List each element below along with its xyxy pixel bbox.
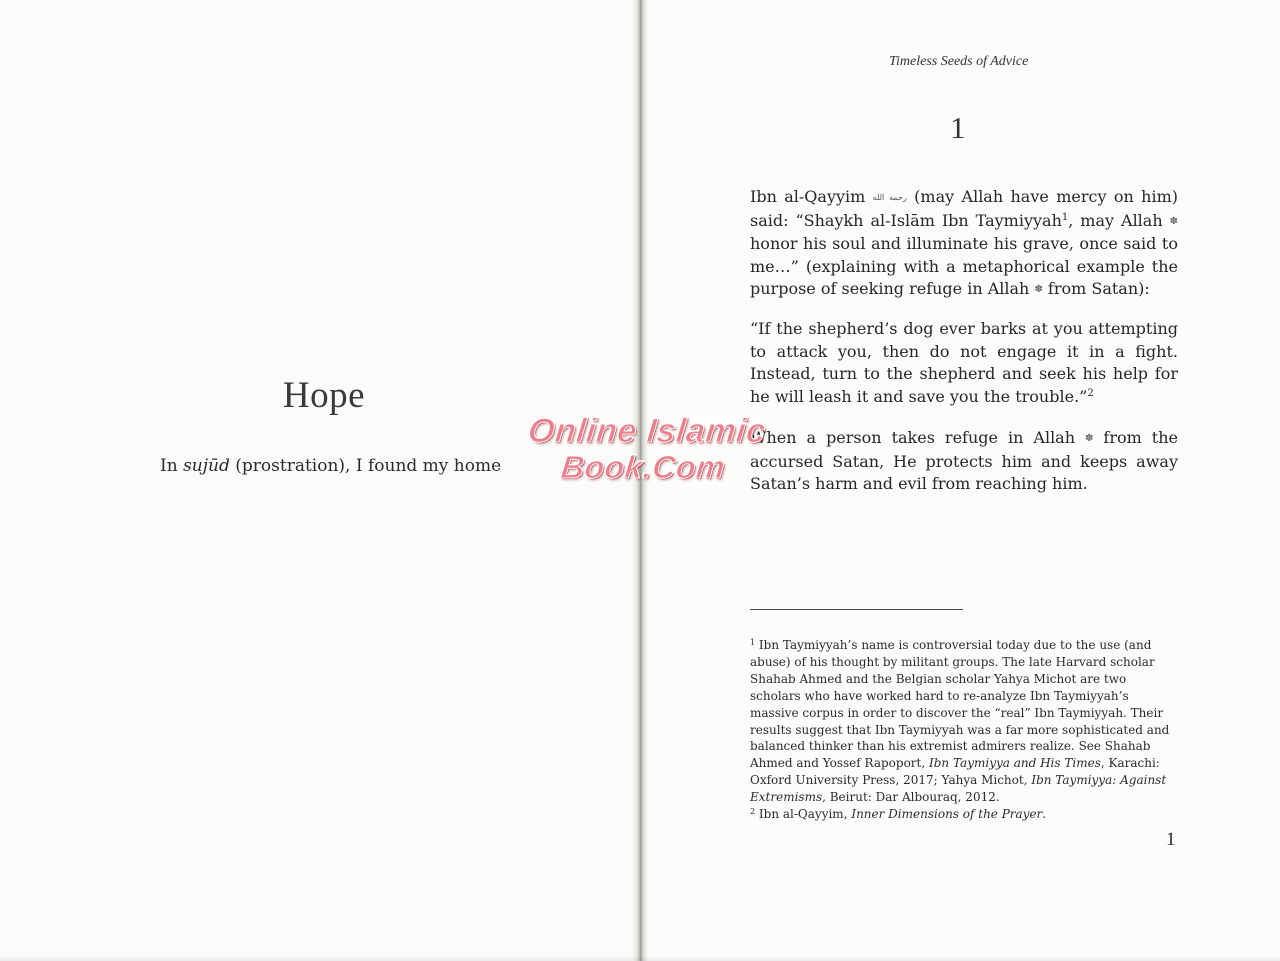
honorific-glyph-icon: ✽: [1169, 215, 1178, 227]
honorific-mark: رحمه الله: [872, 193, 907, 202]
footnote-1-text-c: , Beirut: Dar Albouraq, 2012.: [822, 790, 1000, 805]
paragraph-1-text-b: (may Allah have mercy on him) said: “Shaykh al-Islām Ibn Taymiyyah: [750, 187, 1178, 230]
footnote-2-text-a: Ibn al-Qayyim,: [755, 807, 852, 822]
footnotes: [750, 637, 1180, 823]
epigraph-suffix: (prostration), I found my home: [229, 456, 502, 476]
chapter-number: 1: [950, 110, 966, 145]
footnote-1-text-b: , Karachi: Oxford University Press, 2017; Yahya Michot,: [750, 756, 1160, 788]
footnote-2-number: 2: [750, 807, 756, 817]
paragraph-2-text: “If the shepherd’s dog ever barks at you attempting to attack you, then do not engage it in a fight. Instead, turn to the shepherd and seek his help for he will leash it and save you the trouble.”: [750, 319, 1178, 406]
paragraph-1-text-c: , may Allah: [1068, 210, 1170, 230]
watermark-line-1: Online Islamic: [526, 412, 768, 450]
paragraph-3-text-b: from the accursed Satan, He protects him and keeps away Satan’s harm and evil from reaching him.: [750, 428, 1179, 494]
running-head: Timeless Seeds of Advice: [889, 54, 1029, 69]
epigraph-prefix: In: [160, 456, 184, 476]
footnote-ref-1: 1: [1061, 211, 1069, 223]
honorific-glyph-icon: ✽: [1034, 284, 1043, 296]
page-bottom-shadow: [0, 955, 1280, 961]
page-number: 1: [1166, 829, 1176, 850]
left-page: [0, 0, 636, 961]
footnote-1-number: 1: [750, 638, 756, 647]
footnote-2-text-b: .: [1042, 807, 1047, 822]
footnote-1-title-1: Ibn Taymiyya and His Times: [929, 756, 1101, 771]
footnote-1: [750, 637, 1180, 806]
footnote-2: [750, 806, 1180, 823]
honorific-glyph-icon: ✽: [1085, 433, 1094, 444]
footnote-2-title: Inner Dimensions of the Prayer: [851, 807, 1043, 822]
footnote-ref-2: 2: [1087, 387, 1094, 399]
paragraph-3: [750, 427, 1178, 496]
footnote-1-text-a: Ibn Taymiyyah’s name is controversial today due to the use (and abuse) of his thought by militant groups. The late Harvard scholar Shahab Ahmed and the Belgian scholar Yahya Michot are two scholars who have worked hard to re-analyze Ibn Taymiyyah’s massive corpus in order to discover the “real” Ibn Taymiyyah. Their results suggest that Ibn Taymiyyah was a far more sophisticated and balanced thinker than his extremist admirers realize. See Shahab Ahmed and Yossef Rapoport,: [750, 638, 1170, 771]
epigraph: [160, 456, 501, 476]
paragraph-1-text-a: Ibn al-Qayyim: [750, 187, 873, 206]
epigraph-italic-term: sujūd: [183, 456, 230, 476]
paragraph-3-text-a: When a person takes refuge in Allah: [750, 428, 1086, 447]
chapter-title: Hope: [282, 375, 366, 416]
paragraph-2: [750, 318, 1178, 408]
watermark-line-2: Book.Com: [559, 449, 727, 486]
footnote-rule: [750, 609, 963, 610]
book-gutter: [632, 0, 648, 961]
footnote-1-title-2: Ibn Taymiyya: Against Extremisms: [750, 773, 1167, 805]
paragraph-1: [750, 186, 1178, 302]
paragraph-1-text-e: from Satan):: [1042, 279, 1150, 299]
paragraph-1-text-d: honor his soul and illuminate his grave, once said to me…” (explaining with a metaphorical example the purpose of seeking refuge in Allah: [750, 234, 1178, 299]
